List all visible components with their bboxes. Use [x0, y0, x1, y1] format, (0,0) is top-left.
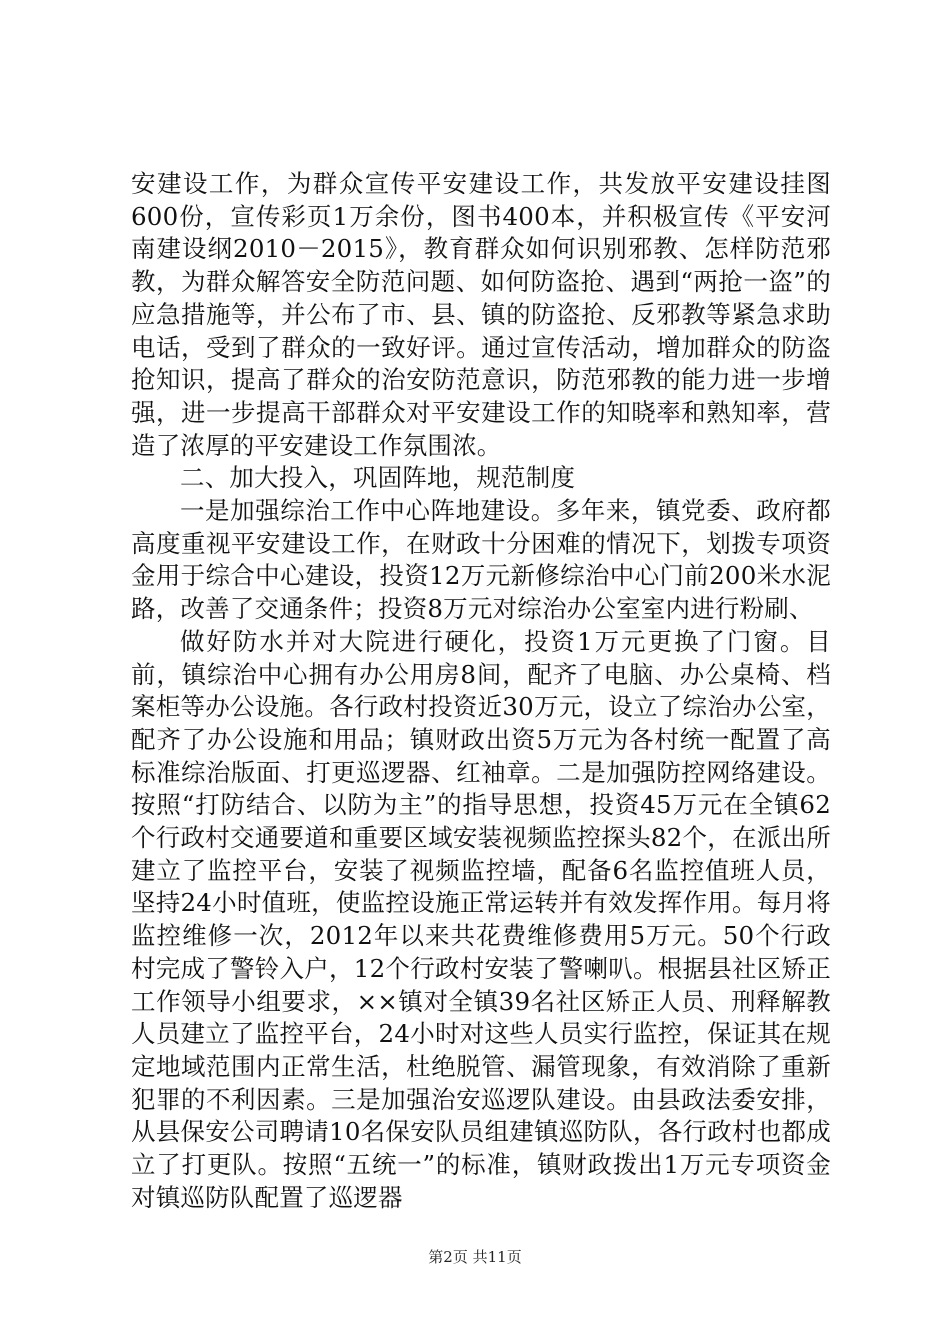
paragraph-2: 一是加强综治工作中心阵地建设。多年来，镇党委、政府都高度重视平安建设工作，在财政十分困难的情况下，划拨专项资金用于综合中心建设，投资12万元新修综治中心门前200米水泥路，改善了交通条件；投资8万元对综治办公室室内进行粉刷、 [131, 496, 831, 624]
paragraph-1: 安建设工作，为群众宣传平安建设工作，共发放平安建设挂图600份，宣传彩页1万余份，图书400本，并积极宣传《平安河南建设纲2010－2015》，教育群众如何识别邪教、怎样防范邪教，为群众解答安全防范问题、如何防盗抢、遇到“两抢一盗”的应急措施等，并公布了市、县、镇的防盗抢、反邪教等紧急求助电话，受到了群众的一致好评。通过宣传活动，增加群众的防盗抢知识，提高了群众的治安防范意识，防范邪教的能力进一步增强，进一步提高干部群众对平安建设工作的知晓率和熟知率，营造了浓厚的平安建设工作氛围浓。 [131, 169, 831, 460]
document-body [131, 168, 831, 1215]
page-footer: 第2页 共11页 [428, 1248, 522, 1266]
section-heading: 二、加大投入，巩固阵地，规范制度 [180, 463, 576, 493]
paragraph-3: 做好防水并对大院进行硬化，投资1万元更换了门窗。目前，镇综治中心拥有办公用房8间，配齐了电脑、办公桌椅、档案柜等办公设施。各行政村投资近30万元，设立了综治办公室，配齐了办公设施和用品；镇财政出资5万元为各村统一配置了高标准综治版面、打更巡逻器、红袖章。二是加强防控网络建设。按照“打防结合、以防为主”的指导思想，投资45万元在全镇62个行政村交通要道和重要区域安装视频监控探头82个，在派出所建立了监控平台，安装了视频监控墙，配备6名监控值班人员，坚持24小时值班，使监控设施正常运转并有效发挥作用。每月将监控维修一次，2012年以来共花费维修费用5万元。50个行政村完成了警铃入户，12个行政村安装了警喇叭。根据县社区矫正工作领导小组要求，××镇对全镇39名社区矫正人员、刑释解教人员建立了监控平台，24小时对这些人员实行监控，保证其在规定地域范围内正常生活，杜绝脱管、漏管现象，有效消除了重新犯罪的不利因素。三是加强治安巡逻队建设。由县政法委安排，从县保安公司聘请10名保安队员组建镇巡防队，各行政村也都成立了打更队。按照“五统一”的标准，镇财政拨出1万元专项资金对镇巡防队配置了巡逻器 [131, 626, 831, 1212]
